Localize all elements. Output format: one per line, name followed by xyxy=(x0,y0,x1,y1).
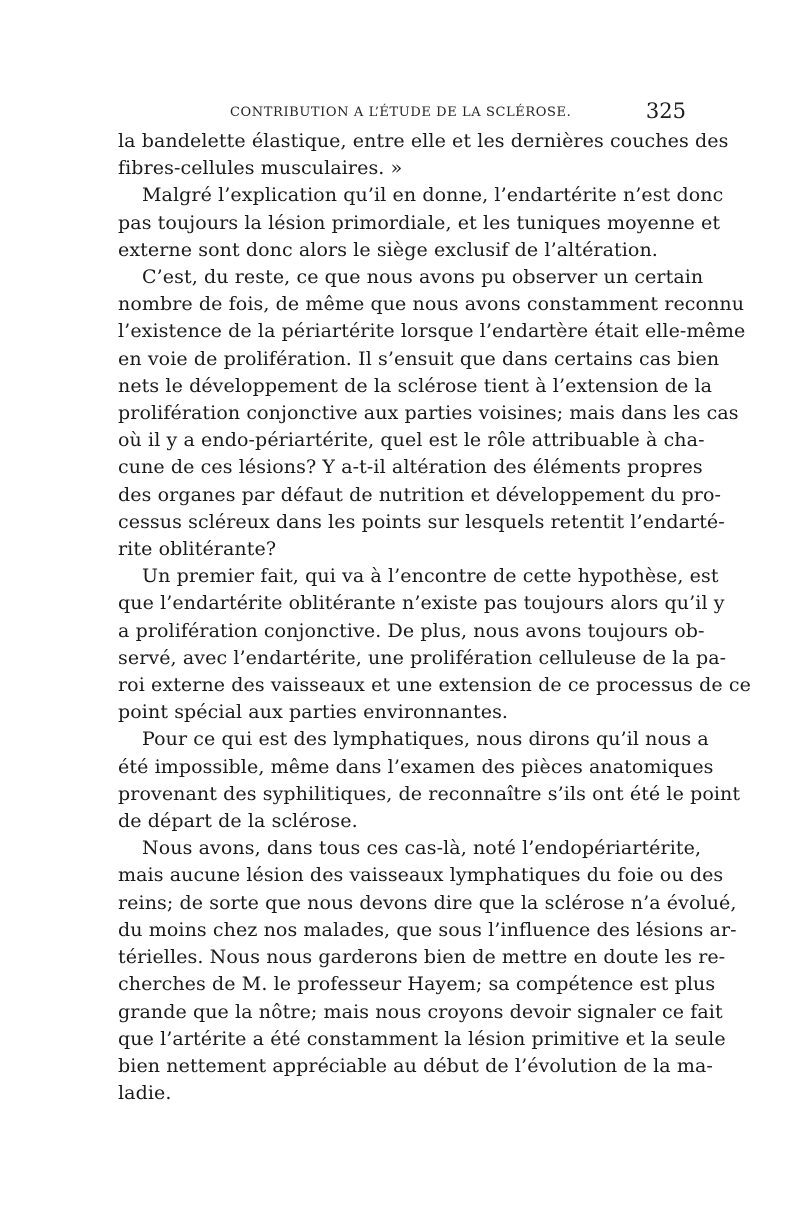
text-line: reins; de sorte que nous devons dire que la sclérose n’a évolué, xyxy=(118,891,737,914)
text-line: servé, avec l’endartérite, une prolifération celluleuse de la pa- xyxy=(118,646,727,669)
text-line: cune de ces lésions? Y a-t-il altération des éléments propres xyxy=(118,456,703,479)
text-line: fibres-cellules musculaires. » xyxy=(118,157,403,180)
text-line: prolifération conjonctive aux parties voisines; mais dans les cas xyxy=(118,402,739,425)
text-line: point spécial aux parties environnantes. xyxy=(118,701,509,724)
text-line: mais aucune lésion des vaisseaux lymphatiques du foie ou des xyxy=(118,864,724,887)
text-line: pas toujours la lésion primordiale, et les tuniques moyenne et xyxy=(118,211,721,234)
text-line: bien nettement appréciable au début de l’évolution de la ma- xyxy=(118,1054,713,1077)
text-line: térielles. Nous nous garderons bien de mettre en doute les re- xyxy=(118,946,726,969)
text-line: été impossible, même dans l’examen des pièces anatomiques xyxy=(118,755,714,778)
text-line: rite oblitérante? xyxy=(118,538,277,561)
text-line: grande que la nôtre; mais nous croyons devoir signaler ce fait xyxy=(118,1000,723,1023)
text-line: Nous avons, dans tous ces cas-là, noté l’endopériartérite, xyxy=(142,837,702,860)
text-line: cessus scléreux dans les points sur lesquels retentit l’endarté- xyxy=(118,510,725,533)
text-line: ladie. xyxy=(118,1082,172,1105)
text-line: Malgré l’explication qu’il en donne, l’endartérite n’est donc xyxy=(142,184,724,207)
text-line: nets le développement de la sclérose tient à l’extension de la xyxy=(118,374,713,397)
text-line: C’est, du reste, ce que nous avons pu observer un certain xyxy=(142,266,704,289)
body-text xyxy=(118,128,751,1107)
text-line: du moins chez nos malades, que sous l’influence des lésions ar- xyxy=(118,918,737,941)
text-line: où il y a endo-périartérite, quel est le rôle attribuable à cha- xyxy=(118,429,705,452)
text-line: en voie de prolifération. Il s’ensuit que dans certains cas bien xyxy=(118,347,720,370)
text-line: a prolifération conjonctive. De plus, nous avons toujours ob- xyxy=(118,619,705,642)
text-line: l’existence de la périartérite lorsque l’endartère était elle-même xyxy=(118,320,746,343)
text-line: Pour ce qui est des lymphatiques, nous dirons qu’il nous a xyxy=(142,728,709,751)
text-line: roi externe des vaisseaux et une extension de ce processus de ce xyxy=(118,674,751,697)
page-header xyxy=(118,97,686,127)
text-line: externe sont donc alors le siège exclusif de l’altération. xyxy=(118,238,658,261)
text-line: provenant des syphilitiques, de reconnaître s’ils ont été le point xyxy=(118,782,741,805)
text-line: que l’artérite a été constamment la lésion primitive et la seule xyxy=(118,1027,726,1050)
text-line: que l’endartérite oblitérante n’existe pas toujours alors qu’il y xyxy=(118,592,725,615)
text-line: des organes par défaut de nutrition et développement du pro- xyxy=(118,483,722,506)
running-title: CONTRIBUTION A L’ÉTUDE DE LA SCLÉROSE. xyxy=(230,105,572,120)
text-line: Un premier fait, qui va à l’encontre de cette hypothèse, est xyxy=(142,565,719,588)
text-line: cherches de M. le professeur Hayem; sa compétence est plus xyxy=(118,973,716,996)
page-number: 325 xyxy=(645,99,686,123)
text-line: nombre de fois, de même que nous avons constamment reconnu xyxy=(118,293,745,316)
text-line: de départ de la sclérose. xyxy=(118,810,358,833)
text-line: la bandelette élastique, entre elle et les dernières couches des xyxy=(118,130,729,152)
